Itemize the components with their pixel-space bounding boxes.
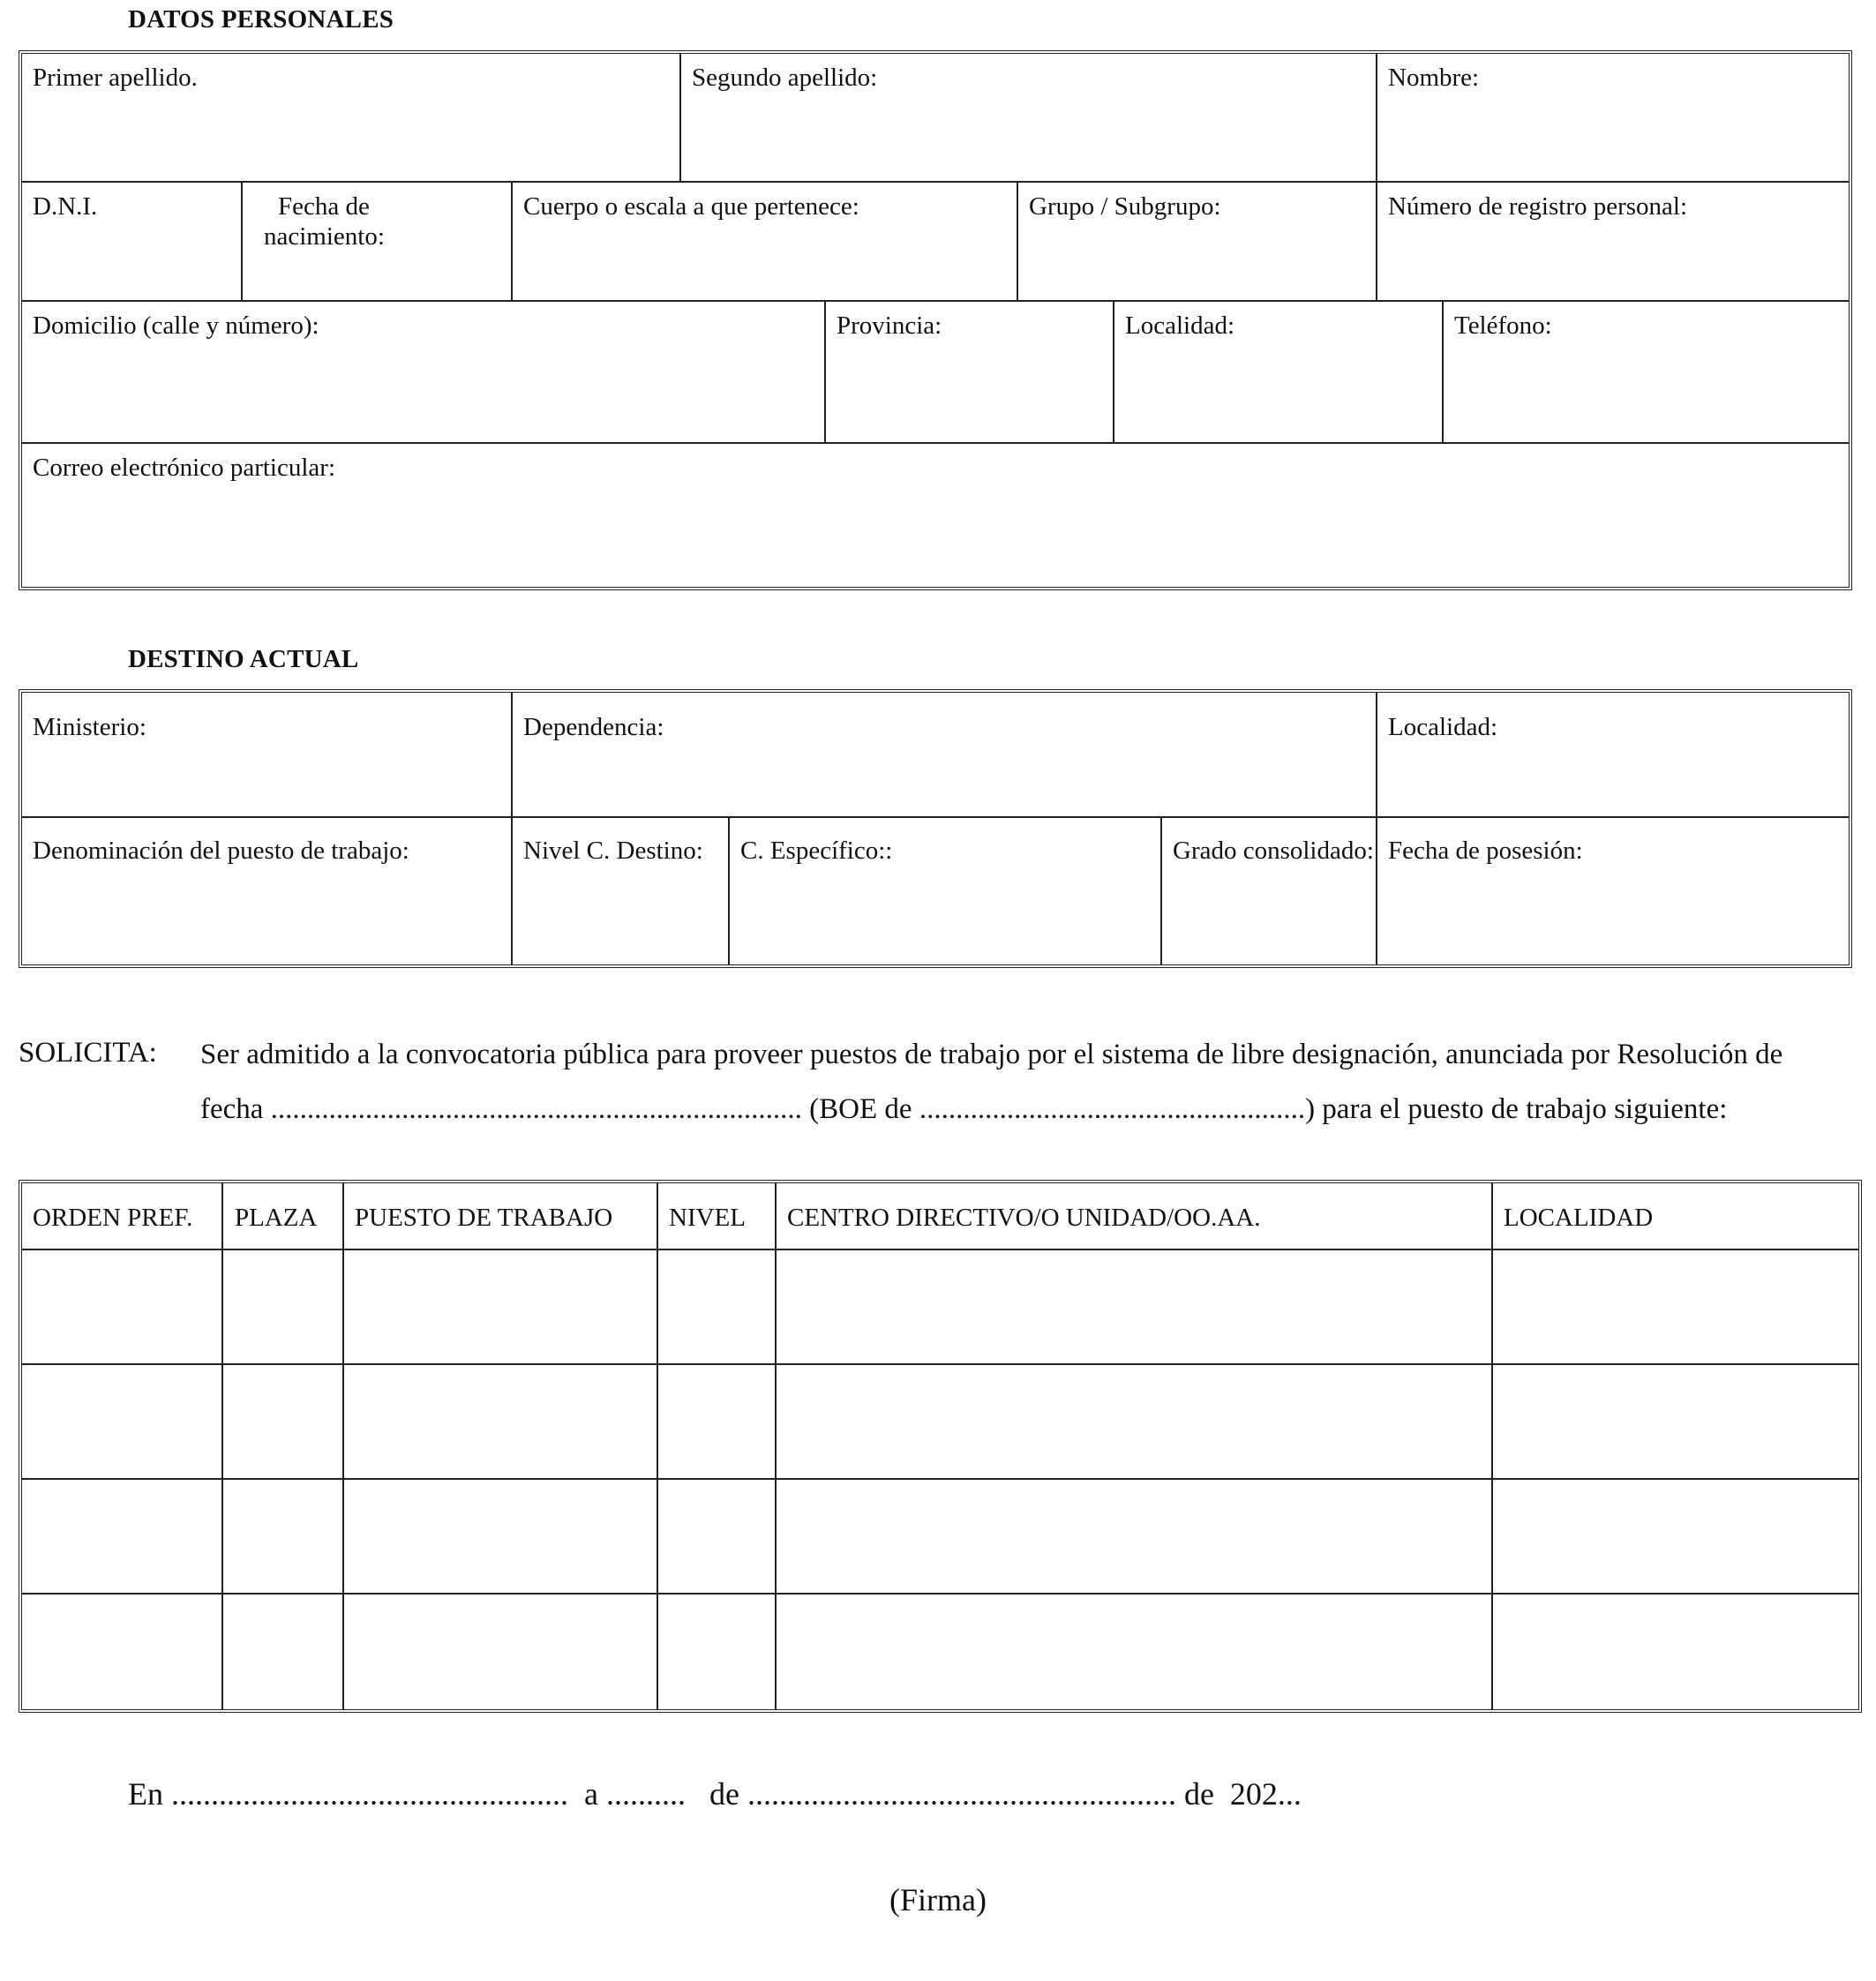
solicita-label: SOLICITA:	[19, 1037, 157, 1069]
field-localidad-destino[interactable]	[1377, 693, 1849, 816]
field-label: Grado consolidado:	[1173, 837, 1374, 865]
table-header-plaza: PLAZA	[235, 1204, 318, 1232]
section-title-datos-personales: DATOS PERSONALES	[128, 5, 394, 34]
field-telefono[interactable]	[1444, 302, 1849, 442]
field-segundo-apellido[interactable]	[681, 54, 1376, 181]
field-label: Grupo / Subgrupo:	[1029, 192, 1221, 221]
field-fecha-nacimiento[interactable]	[243, 183, 511, 300]
field-numero-registro[interactable]	[1377, 183, 1849, 300]
field-localidad[interactable]	[1114, 302, 1442, 442]
signature-label: (Firma)	[889, 1882, 987, 1917]
field-correo-electronico[interactable]	[22, 444, 1849, 587]
field-primer-apellido[interactable]	[22, 54, 679, 181]
field-dependencia[interactable]	[513, 693, 1376, 816]
field-label: Teléfono:	[1454, 311, 1552, 340]
field-label: Correo electrónico particular:	[33, 454, 336, 482]
solicita-line-2: fecha ......................................................................... (BOE de .....................................................) para el puesto de trabajo siguiente:	[200, 1093, 1728, 1125]
field-label: Ministerio:	[33, 713, 146, 741]
field-c-especifico[interactable]	[730, 818, 1160, 964]
field-ministerio[interactable]	[22, 693, 511, 816]
field-label: nacimiento:	[264, 222, 385, 251]
table-row[interactable]	[22, 1250, 1858, 1363]
field-label: Provincia:	[837, 311, 942, 340]
field-grupo-subgrupo[interactable]	[1018, 183, 1376, 300]
field-nombre[interactable]	[1377, 54, 1849, 181]
field-nivel-destino[interactable]	[513, 818, 728, 964]
field-cuerpo-escala[interactable]	[513, 183, 1017, 300]
field-dni[interactable]	[22, 183, 241, 300]
field-label: Primer apellido.	[33, 64, 198, 92]
field-denominacion-puesto[interactable]	[22, 818, 511, 964]
field-label: C. Específico::	[740, 837, 893, 865]
table-row[interactable]	[22, 1595, 1858, 1709]
table-row[interactable]	[22, 1480, 1858, 1593]
table-header-orden-pref: ORDEN PREF.	[33, 1204, 193, 1232]
section-title-destino-actual: DESTINO ACTUAL	[128, 645, 359, 673]
solicita-text	[200, 1027, 1837, 1137]
field-label: Denominación del puesto de trabajo:	[33, 837, 409, 865]
table-header-centro-directivo: CENTRO DIRECTIVO/O UNIDAD/OO.AA.	[787, 1204, 1261, 1232]
field-label: Dependencia:	[523, 713, 664, 741]
field-provincia[interactable]	[826, 302, 1113, 442]
field-label: D.N.I.	[33, 192, 98, 221]
field-label: Nivel C. Destino:	[523, 837, 703, 865]
field-label: Nombre:	[1388, 64, 1480, 92]
field-label: Fecha de	[278, 192, 370, 221]
field-label: Cuerpo o escala a que pertenece:	[523, 192, 859, 221]
table-header-nivel: NIVEL	[669, 1204, 746, 1232]
table-header-localidad: LOCALIDAD	[1504, 1204, 1654, 1232]
field-label: Domicilio (calle y número):	[33, 311, 319, 340]
field-fecha-posesion[interactable]	[1377, 818, 1849, 964]
table-header-puesto-trabajo: PUESTO DE TRABAJO	[355, 1204, 613, 1232]
place-date-line[interactable]: En .................................................. a .......... de ...................................................... de 202...	[128, 1776, 1302, 1812]
field-label: Segundo apellido:	[692, 64, 878, 92]
field-label: Localidad:	[1125, 311, 1235, 340]
field-label: Localidad:	[1388, 713, 1498, 741]
table-row[interactable]	[22, 1365, 1858, 1478]
solicita-line-1: Ser admitido a la convocatoria pública para proveer puestos de trabajo por el sistema de libre designación, anunciada por Resolución de	[200, 1039, 1783, 1070]
field-label: Fecha de posesión:	[1388, 837, 1583, 865]
field-grado-consolidado[interactable]	[1162, 818, 1376, 964]
field-label: Número de registro personal:	[1388, 192, 1688, 221]
field-domicilio[interactable]	[22, 302, 824, 442]
